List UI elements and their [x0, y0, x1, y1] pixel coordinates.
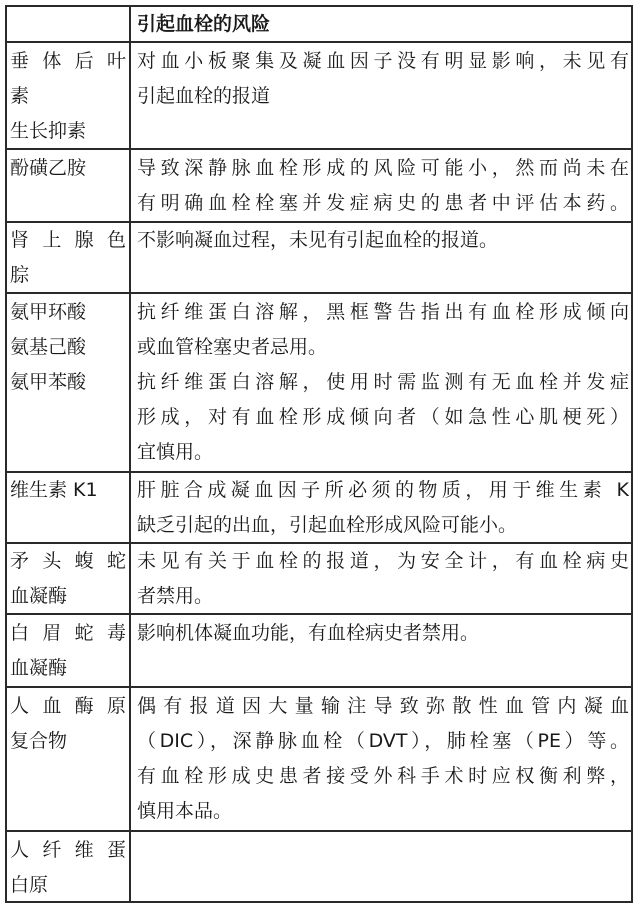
row-divider: [5, 686, 633, 688]
column-divider: [129, 5, 131, 903]
risk-text-line: 有明确血栓栓塞并发症病史的患者中评估本药。: [137, 192, 629, 214]
risk-text-line: 影响机体凝血功能，有血栓病史者禁用。: [137, 622, 480, 644]
table-row-drug: [10, 616, 126, 686]
table-row-drug: [10, 295, 126, 400]
drug-name-line: 腙: [10, 264, 30, 286]
drug-name-line: 复合物: [10, 730, 68, 752]
drug-name-line: 矛头蝮蛇: [10, 550, 126, 572]
drug-name-line: 肾上腺色: [10, 229, 126, 251]
risk-text-line: 缺乏引起的出血，引起血栓形成风险可能小。: [137, 514, 518, 536]
table-row-drug: [10, 473, 126, 508]
table-row-risk: [137, 689, 629, 829]
drug-name-line: 白眉蛇毒: [10, 622, 126, 644]
drug-name-line: 生长抑素: [10, 120, 87, 142]
table-row-drug: [10, 689, 126, 759]
risk-text-line: 有血栓形成史患者接受外科手术时应权衡利弊，: [137, 765, 629, 787]
drug-name-line: 素: [10, 85, 30, 107]
table-row-risk: [137, 295, 629, 470]
risk-text-line: 形成，对有血栓形成倾向者（如急性心肌梗死）: [137, 406, 629, 428]
risk-text-line: 或血管栓塞史者忌用。: [137, 336, 328, 358]
drug-name-line: 酚磺乙胺: [10, 157, 87, 179]
drug-name-line: 血凝酶: [10, 657, 68, 679]
table-row-risk: [137, 151, 629, 221]
drug-name-line: 人纤维蛋: [10, 839, 126, 861]
drug-name-line: 白原: [10, 874, 49, 896]
header-drug-label: [10, 7, 126, 42]
table-row-drug: [10, 151, 126, 186]
risk-text-line: 对血小板聚集及凝血因子没有明显影响，未见有: [137, 50, 629, 72]
risk-text-line: 抗纤维蛋白溶解，使用时需监测有无血栓并发症: [137, 371, 629, 393]
risk-text-line: 抗纤维蛋白溶解，黑框警告指出有血栓形成倾向: [137, 301, 629, 323]
table-row-risk: [137, 544, 629, 614]
drug-name-line: 垂体后叶: [10, 50, 126, 72]
table-row-drug: [10, 44, 126, 149]
row-divider: [5, 830, 633, 832]
risk-text-line: 偶有报道因大量输注导致弥散性血管内凝血: [137, 695, 629, 717]
table-row-risk: [137, 473, 629, 543]
table-row-drug: [10, 223, 126, 293]
table-row-drug: [10, 544, 126, 614]
drug-name-line: 氨甲环酸: [10, 301, 87, 323]
risk-text-line: 未见有关于血栓的报道，为安全计，有血栓病史: [137, 550, 629, 572]
drug-name-line: 维生素 K1: [10, 479, 98, 501]
risk-text-line: 导致深静脉血栓形成的风险可能小，然而尚未在: [137, 157, 629, 179]
risk-text-line: 慎用本品。: [137, 800, 233, 822]
table-row-risk: [137, 223, 629, 258]
drug-name-line: 氨甲苯酸: [10, 371, 87, 393]
drug-name-line: 氨基己酸: [10, 336, 87, 358]
table-row-risk: [137, 616, 629, 651]
risk-text-line: 不影响凝血过程，未见有引起血栓的报道。: [137, 229, 499, 251]
drug-name-line: 血凝酶: [10, 585, 68, 607]
table-row-risk: [137, 44, 629, 114]
header-drug-cell: [10, 7, 126, 41]
table-row-drug: [10, 833, 126, 903]
header-risk-label: 引起血栓的风险: [137, 13, 271, 35]
risk-text-line: （DIC），深静脉血栓（DVT），肺栓塞（PE）等。: [137, 730, 629, 752]
drug-name-line: 人血酶原: [10, 695, 126, 717]
risk-text-line: 肝脏合成凝血因子所必须的物质，用于维生素 K: [137, 479, 629, 501]
risk-text-line: 者禁用。: [137, 585, 214, 607]
risk-text-line: 宜慎用。: [137, 441, 214, 463]
header-risk-cell: [137, 7, 629, 41]
risk-text-line: 引起血栓的报道: [137, 85, 271, 107]
